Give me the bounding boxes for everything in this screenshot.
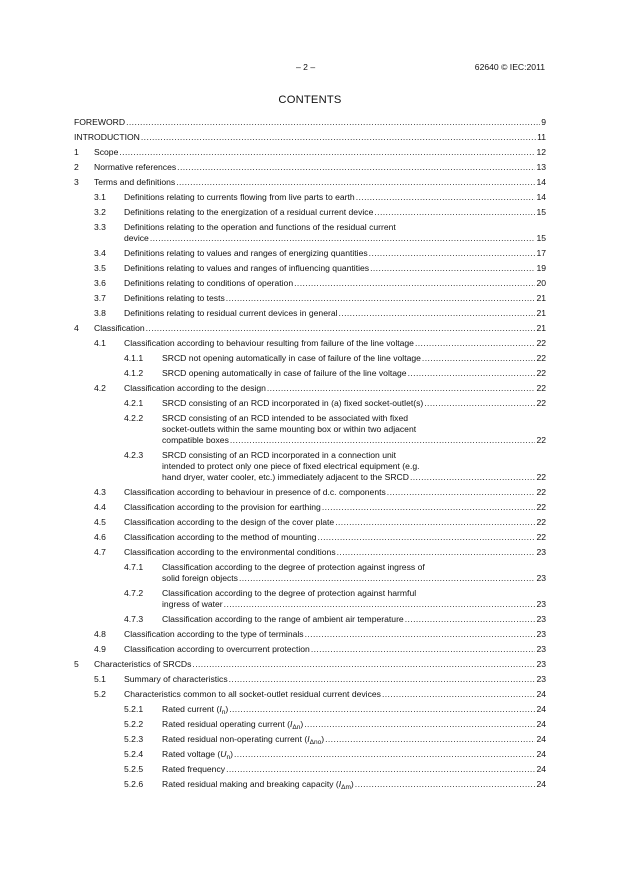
- toc-page-number: 22: [536, 353, 546, 363]
- toc-entry-number: 4.2.1: [124, 398, 144, 408]
- toc-entry[interactable]: [74, 162, 546, 173]
- toc-entry-number: 4.8: [94, 629, 106, 639]
- toc-entry-title: Classification according to the degree of protection against ingress of: [162, 562, 425, 572]
- toc-entry-title: INTRODUCTION: [74, 132, 140, 142]
- toc-entry[interactable]: [74, 192, 546, 203]
- toc-entry[interactable]: [74, 562, 546, 584]
- toc-entry-number: 4.7.3: [124, 614, 144, 624]
- toc-page-number: 23: [536, 599, 546, 609]
- dot-leader: [387, 487, 536, 498]
- toc-entry-number: 3.5: [94, 263, 106, 273]
- toc-page-number: 24: [536, 764, 546, 774]
- toc-entry[interactable]: [74, 614, 546, 625]
- toc-page-number: 23: [536, 674, 546, 684]
- toc-entry-title: Classification according to the provision for earthing: [124, 502, 321, 512]
- toc-entry-title: SRCD consisting of an RCD incorporated in (a) fixed socket-outlet(s): [162, 398, 424, 408]
- toc-entry-title: compatible boxes: [162, 435, 229, 445]
- toc-entry-title: socket-outlets within the same mounting box or within two adjacent: [162, 424, 417, 434]
- toc-entry-number: 4.2: [94, 383, 106, 393]
- toc-entry[interactable]: [74, 779, 546, 790]
- dot-leader: [119, 147, 535, 158]
- dot-leader: [229, 704, 535, 715]
- dot-leader: [224, 599, 536, 610]
- toc-page-number: 22: [536, 368, 546, 378]
- dot-leader: [150, 233, 536, 244]
- toc-entry-number: 5.2.4: [124, 749, 144, 759]
- toc-entry-title: Classification according to the degree of protection against harmful: [162, 588, 417, 598]
- toc-entry-number: 5.2.3: [124, 734, 144, 744]
- toc-entry-title: FOREWORD: [74, 117, 126, 127]
- toc-page-number: 12: [536, 147, 546, 157]
- toc-page-number: 23: [536, 573, 546, 583]
- toc-entry[interactable]: [74, 353, 546, 364]
- toc-page-number: 13: [536, 162, 546, 172]
- toc-entry-number: 4.2.3: [124, 450, 144, 460]
- toc-page-number: 20: [536, 278, 546, 288]
- toc-entry[interactable]: [74, 517, 546, 528]
- toc-page-number: 15: [536, 207, 546, 217]
- dot-leader: [424, 398, 535, 409]
- toc-entry-title: SRCD consisting of an RCD intended to be associated with fixed: [162, 413, 409, 423]
- dot-leader: [226, 293, 536, 304]
- toc-entry[interactable]: [74, 323, 546, 334]
- toc-page-number: 19: [536, 263, 546, 273]
- toc-entry[interactable]: [74, 278, 546, 289]
- toc-entry-number: 1: [74, 147, 79, 157]
- toc-page-number: 15: [536, 233, 546, 243]
- dot-leader: [335, 517, 535, 528]
- toc-entry-number: 2: [74, 162, 79, 172]
- dot-leader: [355, 779, 536, 790]
- toc-entry-number: 4.7.1: [124, 562, 144, 572]
- toc-page-number: 22: [536, 517, 546, 527]
- dot-leader: [267, 383, 536, 394]
- toc-page-number: 22: [536, 383, 546, 393]
- dot-leader: [226, 764, 535, 775]
- toc-entry-title: Classification according to overcurrent protection: [124, 644, 310, 654]
- toc-entry-number: 5.2: [94, 689, 106, 699]
- toc-entry-number: 3.4: [94, 248, 106, 258]
- toc-entry-number: 4.3: [94, 487, 106, 497]
- toc-entry-title: SRCD opening automatically in case of failure of the line voltage: [162, 368, 407, 378]
- toc-entry-title: Rated voltage $(U_n)$: [162, 749, 233, 761]
- dot-leader: [229, 674, 536, 685]
- toc-entry[interactable]: [74, 263, 546, 274]
- dot-leader: [422, 353, 536, 364]
- toc-entry-title: Rated residual non-operating current $(I_{\Delta no})$: [162, 734, 325, 746]
- toc-entry-number: 3: [74, 177, 79, 187]
- toc-entry-number: 3.1: [94, 192, 106, 202]
- toc-entry[interactable]: [74, 674, 546, 685]
- toc-page-number: 24: [536, 749, 546, 759]
- toc-page-number: 23: [536, 644, 546, 654]
- toc-entry-title: hand dryer, water cooler, etc.) immediately adjacent to the SRCD: [162, 472, 409, 482]
- toc-entry-number: 3.2: [94, 207, 106, 217]
- toc-entry-title: solid foreign objects: [162, 573, 238, 583]
- contents-title: CONTENTS: [278, 94, 342, 106]
- toc-entry-title: Definitions relating to the operation and functions of the residual current: [124, 222, 396, 232]
- dot-leader: [382, 689, 535, 700]
- toc-page-number: 22: [536, 532, 546, 542]
- toc-entry-number: 4.1: [94, 338, 106, 348]
- toc-entry-title: ingress of water: [162, 599, 223, 609]
- toc-page-number: 22: [536, 502, 546, 512]
- toc-entry-number: 5: [74, 659, 79, 669]
- toc-entry-title: Classification according to the range of ambient air temperature: [162, 614, 404, 624]
- dot-leader: [405, 614, 536, 625]
- toc-entry[interactable]: [74, 308, 546, 319]
- dot-leader: [325, 734, 535, 745]
- toc-entry-title: Classification according to behaviour resulting from failure of the line voltage: [124, 338, 414, 348]
- toc-entry-number: 5.2.6: [124, 779, 144, 789]
- toc-entry[interactable]: [74, 719, 546, 730]
- toc-entry-number: 5.1: [94, 674, 106, 684]
- dot-leader: [294, 278, 535, 289]
- toc-page-number: 22: [536, 338, 546, 348]
- toc-page-number: 11: [537, 132, 546, 142]
- toc-entry-title: Rated residual operating current $(I_{\Delta n})$: [162, 719, 304, 731]
- document-reference: 62640 © IEC:2011: [474, 62, 545, 72]
- toc-entry[interactable]: [74, 502, 546, 513]
- dot-leader: [410, 472, 535, 483]
- toc-entry[interactable]: [74, 704, 546, 715]
- toc-entry-number: 4.6: [94, 532, 106, 542]
- toc-entry[interactable]: [74, 734, 546, 745]
- toc-entry-number: 4.7.2: [124, 588, 144, 598]
- toc-entry[interactable]: [74, 117, 546, 128]
- toc-entry-title: Rated residual making and breaking capacity $(I_{\Delta m})$: [162, 779, 354, 791]
- toc-entry-title: Classification according to behaviour in presence of d.c. components: [124, 487, 386, 497]
- toc-entry-number: 4.4: [94, 502, 106, 512]
- dot-leader: [141, 132, 536, 143]
- toc-entry[interactable]: [74, 532, 546, 543]
- toc-entry-number: 5.2.2: [124, 719, 144, 729]
- toc-entry-title: Definitions relating to currents flowing from live parts to earth: [124, 192, 355, 202]
- toc-entry-number: 4.2.2: [124, 413, 144, 423]
- toc-entry-number: 5.2.5: [124, 764, 144, 774]
- toc-page-number: 24: [536, 689, 546, 699]
- toc-entry-title: Classification according to the design: [124, 383, 266, 393]
- toc-entry-number: 5.2.1: [124, 704, 144, 714]
- dot-leader: [146, 323, 536, 334]
- toc-entry[interactable]: [74, 222, 546, 244]
- toc-page-number: 22: [536, 472, 546, 482]
- toc-page-number: 9: [541, 117, 546, 127]
- toc-entry[interactable]: [74, 487, 546, 498]
- toc-entry[interactable]: [74, 383, 546, 394]
- toc-entry[interactable]: [74, 398, 546, 409]
- dot-leader: [177, 162, 535, 173]
- toc-entry-title: Classification: [94, 323, 145, 333]
- dot-leader: [369, 248, 536, 259]
- dot-leader: [234, 749, 535, 760]
- dot-leader: [415, 338, 535, 349]
- toc-entry-title: Summary of characteristics: [124, 674, 228, 684]
- dot-leader: [192, 659, 535, 670]
- toc-entry[interactable]: [74, 177, 546, 188]
- toc-entry-number: 4.5: [94, 517, 106, 527]
- dot-leader: [408, 368, 536, 379]
- toc-entry-title: Characteristics of SRCDs: [94, 659, 192, 669]
- toc-page-number: 24: [536, 704, 546, 714]
- toc-entry[interactable]: [74, 248, 546, 259]
- toc-entry[interactable]: [74, 547, 546, 558]
- toc-entry-title: Scope: [94, 147, 119, 157]
- toc-page-number: 14: [536, 177, 546, 187]
- dot-leader: [239, 573, 535, 584]
- toc-entry[interactable]: [74, 644, 546, 655]
- toc-page-number: 22: [536, 435, 546, 445]
- toc-entry-number: 3.6: [94, 278, 106, 288]
- toc-entry-title: Definitions relating to conditions of operation: [124, 278, 294, 288]
- dot-leader: [337, 547, 536, 558]
- toc-entry-title: Classification according to the type of terminals: [124, 629, 304, 639]
- toc-entry-number: 4: [74, 323, 79, 333]
- toc-entry[interactable]: [74, 588, 546, 610]
- dot-leader: [126, 117, 540, 128]
- toc-entry-title: Rated current $(I_n)$: [162, 704, 229, 716]
- toc-entry-title: Definitions relating to values and ranges of energizing quantities: [124, 248, 368, 258]
- toc-page-number: 24: [536, 734, 546, 744]
- page-header: [0, 62, 620, 76]
- dot-leader: [356, 192, 536, 203]
- toc-page-number: 17: [536, 248, 546, 258]
- dot-leader: [311, 644, 536, 655]
- toc-entry[interactable]: [74, 764, 546, 775]
- toc-entry-title: Classification according to the environmental conditions: [124, 547, 336, 557]
- toc-page-number: 22: [536, 398, 546, 408]
- toc-page-number: 23: [536, 547, 546, 557]
- toc-entry[interactable]: [74, 338, 546, 349]
- toc-entry[interactable]: [74, 629, 546, 640]
- toc-page-number: 23: [536, 614, 546, 624]
- toc-page-number: 24: [536, 779, 546, 789]
- dot-leader: [305, 629, 536, 640]
- toc-entry-title: Definitions relating to values and ranges of influencing quantities: [124, 263, 370, 273]
- toc-entry-number: 4.1.2: [124, 368, 144, 378]
- toc-entry[interactable]: [74, 749, 546, 760]
- toc-entry-title: intended to protect only one piece of fixed electrical equipment (e.g.: [162, 461, 420, 471]
- toc-entry[interactable]: [74, 413, 546, 446]
- toc-entry[interactable]: [74, 368, 546, 379]
- toc-entry-title: Definitions relating to tests: [124, 293, 225, 303]
- page-number: – 2 –: [296, 62, 316, 72]
- toc-entry-number: 3.8: [94, 308, 106, 318]
- dot-leader: [176, 177, 535, 188]
- toc-entry-title: Definitions relating to residual current devices in general: [124, 308, 338, 318]
- toc-page-number: 24: [536, 719, 546, 729]
- dot-leader: [318, 532, 536, 543]
- toc-entry-number: 4.9: [94, 644, 106, 654]
- toc-entry-number: 4.1.1: [124, 353, 144, 363]
- toc-entry-title: Characteristics common to all socket-outlet residual current devices: [124, 689, 381, 699]
- table-of-contents: [74, 117, 546, 794]
- toc-entry-number: 3.3: [94, 222, 106, 232]
- toc-entry-number: 3.7: [94, 293, 106, 303]
- toc-entry-title: Terms and definitions: [94, 177, 176, 187]
- toc-entry-title: Definitions relating to the energization of a residual current device: [124, 207, 374, 217]
- dot-leader: [230, 435, 536, 446]
- toc-entry-number: 4.7: [94, 547, 106, 557]
- toc-entry[interactable]: [74, 132, 546, 143]
- toc-page-number: 14: [536, 192, 546, 202]
- toc-page-number: 23: [536, 629, 546, 639]
- toc-entry-title: Classification according to the method of mounting: [124, 532, 317, 542]
- toc-page-number: 21: [536, 308, 546, 318]
- toc-entry[interactable]: [74, 293, 546, 304]
- toc-entry-title: SRCD consisting of an RCD incorporated in a connection unit: [162, 450, 397, 460]
- toc-entry-title: Classification according to the design of the cover plate: [124, 517, 335, 527]
- toc-entry-title: device: [124, 233, 149, 243]
- dot-leader: [374, 207, 535, 218]
- dot-leader: [304, 719, 535, 730]
- toc-entry[interactable]: [74, 147, 546, 158]
- toc-entry-title: Normative references: [94, 162, 177, 172]
- toc-entry[interactable]: [74, 207, 546, 218]
- toc-entry[interactable]: [74, 450, 546, 483]
- toc-page-number: 21: [536, 323, 546, 333]
- toc-page-number: 21: [536, 293, 546, 303]
- dot-leader: [322, 502, 536, 513]
- toc-entry-title: Rated frequency: [162, 764, 226, 774]
- toc-page-number: 22: [536, 487, 546, 497]
- toc-entry-title: SRCD not opening automatically in case of failure of the line voltage: [162, 353, 421, 363]
- toc-page-number: 23: [536, 659, 546, 669]
- dot-leader: [339, 308, 536, 319]
- dot-leader: [370, 263, 535, 274]
- toc-entry[interactable]: [74, 689, 546, 700]
- toc-entry[interactable]: [74, 659, 546, 670]
